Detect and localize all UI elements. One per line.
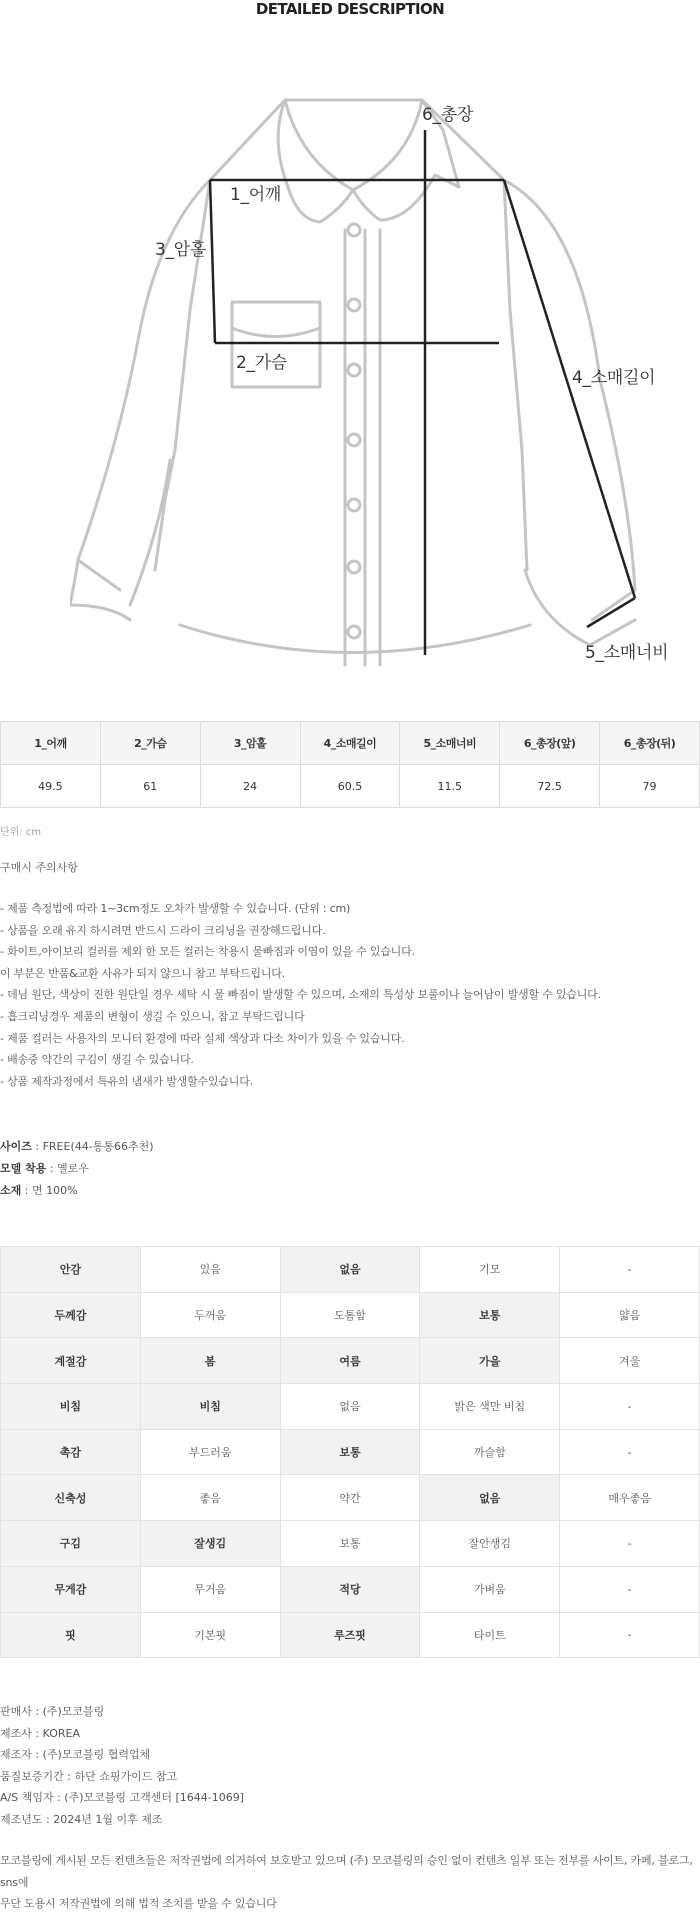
feel-row [1,1521,700,1567]
notice-item: - 화이트,아이보리 컬러를 제외 한 모든 컬러는 착용시 물빠짐과 이염이 있을 수 있습니다. [0,945,415,959]
sleeve-width-label: 5_소매너비 [585,643,669,663]
feel-row [1,1292,700,1338]
size-value-armhole: 24 [200,765,300,808]
feel-option-selected: 여름 [280,1338,420,1384]
feel-option-selected: 루즈핏 [280,1612,420,1658]
feel-row-header: 촉감 [1,1429,141,1475]
size-header-sleeve-length: 4_소매길이 [300,722,400,765]
shirt-measurement-diagram [70,80,670,680]
notice-item: - 흡크리닝경우 제품의 변형이 생길 수 있으니, 참고 부탁드립니다 [0,1009,305,1023]
feel-row-header: 구김 [1,1521,141,1567]
feel-option-selected: 없음 [420,1475,560,1521]
size-header-shoulder: 1_어깨 [1,722,101,765]
feel-option: 도톰함 [280,1292,420,1338]
size-header-length-front: 6_총장(앞) [500,722,600,765]
armhole-label: 3_암홀 [155,240,206,260]
feel-option: 까슬함 [420,1429,560,1475]
feel-row-header: 비침 [1,1384,141,1430]
notice-item: - 데님 원단, 색상이 진한 원단일 경우 세탁 시 물 빠짐이 발생할 수 있으며, 소재의 특성상 보풀이나 늘어남이 발생할 수 있습니다. [0,988,601,1002]
feel-option: 얇음 [560,1292,700,1338]
feel-option: 있음 [140,1247,280,1293]
feel-option-selected: 보통 [280,1429,420,1475]
seller-line: 판매사 : (주)모코블링 [0,1705,105,1718]
feel-option: 타이트 [420,1612,560,1658]
notice-item: - 제품 측정법에 따라 1~3cm정도 오차가 발생할 수 있습니다. (단위 : cm) [0,902,351,915]
feel-row [1,1247,700,1293]
unit-note: 단위: cm [0,827,42,838]
feel-option-selected: 없음 [280,1247,420,1293]
feel-row-header: 안감 [1,1247,141,1293]
feel-option-selected: 비침 [140,1384,280,1430]
size-header-sleeve-width: 5_소매너비 [400,722,500,765]
notice-title: 구매시 주의사항 [0,861,78,874]
feel-option-selected: 적당 [280,1566,420,1612]
size-table [0,721,700,808]
feel-row [1,1384,700,1430]
size-header-armhole: 3_암홀 [200,722,300,765]
spec-size: 사이즈 : FREE(44-통통66추천) [0,1140,154,1153]
feel-option: 가벼움 [420,1566,560,1612]
feel-option: 좋음 [140,1475,280,1521]
feel-option: - [560,1612,700,1658]
size-value-sleeve-width: 11.5 [400,765,500,808]
feel-option: - [560,1429,700,1475]
page-title: DETAILED DESCRIPTION [255,0,445,18]
chest-label: 2_가슴 [236,353,287,373]
feel-option-selected: 가을 [420,1338,560,1384]
notice-item: - 상품 제작과정에서 특유의 냄새가 발생할수있습니다. [0,1074,253,1088]
size-value-shoulder: 49.5 [1,765,101,808]
fabric-feel-table [0,1246,700,1658]
feel-option: - [560,1521,700,1567]
notice-item: - 배송중 약간의 구김이 생길 수 있습니다. [0,1053,194,1067]
feel-row [1,1612,700,1658]
sleeve-length-measure-line [504,180,635,598]
copyright-line: 모코블링에 게시된 모든 컨텐츠들은 저작권법에 의거하여 보호받고 있으며 (주) 모코블링의 승인 없이 컨텐츠 일부 또는 전부를 사이트, 카페, 블로그, sns에 [0,1854,693,1889]
feel-row-header: 신축성 [1,1475,141,1521]
feel-row [1,1566,700,1612]
feel-row-header: 핏 [1,1612,141,1658]
feel-row [1,1475,700,1521]
feel-option: - [560,1566,700,1612]
feel-option: - [560,1247,700,1293]
feel-row [1,1338,700,1384]
size-table-value-row [1,765,700,808]
seller-line: 제조년도 : 2024년 1월 이후 제조 [0,1812,163,1826]
feel-option-selected: 잘생김 [140,1521,280,1567]
seller-line: 품질보증기간 : 하단 쇼핑가이드 참고 [0,1769,178,1783]
spec-material: 소재 : 면 100% [0,1184,78,1197]
armhole-measure-line [210,180,215,343]
seller-line: 제조자 : (주)모코블링 협력업체 [0,1748,151,1762]
feel-option-selected: 봄 [140,1338,280,1384]
size-table-header-row [1,722,700,765]
size-header-length-back: 6_총장(뒤) [600,722,700,765]
feel-option: 약간 [280,1475,420,1521]
size-value-chest: 61 [100,765,200,808]
feel-option: 겨울 [560,1338,700,1384]
size-header-chest: 2_가슴 [100,722,200,765]
spec-model-wear: 모델 착용 : 옐로우 [0,1162,89,1175]
feel-option: 두꺼움 [140,1292,280,1338]
notice-item: 이 부분은 반품&교환 사유가 되지 않으니 참고 부탁드립니다. [0,966,285,980]
feel-option: 밝은 색만 비침 [420,1384,560,1430]
length-label: 6_총장 [422,105,473,125]
sleeve-length-label: 4_소매길이 [572,368,656,388]
feel-row [1,1429,700,1475]
feel-option: 잘안생김 [420,1521,560,1567]
notice-item: - 상품을 오래 유지 하시려면 반드시 드라이 크리닝을 권장해드립니다. [0,923,326,937]
feel-option: - [560,1384,700,1430]
feel-option: 기본핏 [140,1612,280,1658]
notice-list [0,898,700,1092]
feel-option: 부드러움 [140,1429,280,1475]
feel-option: 기모 [420,1247,560,1293]
feel-option: 보통 [280,1521,420,1567]
size-value-length-front: 72.5 [500,765,600,808]
feel-row-header: 계절감 [1,1338,141,1384]
feel-option-selected: 보통 [420,1292,560,1338]
feel-option: 매우좋음 [560,1475,700,1521]
product-specs [0,1136,154,1202]
feel-option: 없음 [280,1384,420,1430]
shoulder-label: 1_어깨 [230,185,281,205]
size-value-sleeve-length: 60.5 [300,765,400,808]
feel-row-header: 두께감 [1,1292,141,1338]
copyright-notice [0,1850,700,1915]
seller-line: A/S 책임자 : (주)모코블링 고객센터 [1644-1069] [0,1791,245,1805]
seller-info [0,1701,244,1831]
feel-row-header: 무게감 [1,1566,141,1612]
notice-item: - 제품 컬러는 사용자의 모니터 환경에 따라 실제 색상과 다소 차이가 있을 수 있습니다. [0,1031,405,1045]
copyright-line: 무단 도용시 저작권법에 의해 법적 조치를 받을 수 있습니다 [0,1897,277,1911]
size-value-length-back: 79 [600,765,700,808]
seller-line: 제조사 : KOREA [0,1726,80,1740]
feel-option: 무거움 [140,1566,280,1612]
